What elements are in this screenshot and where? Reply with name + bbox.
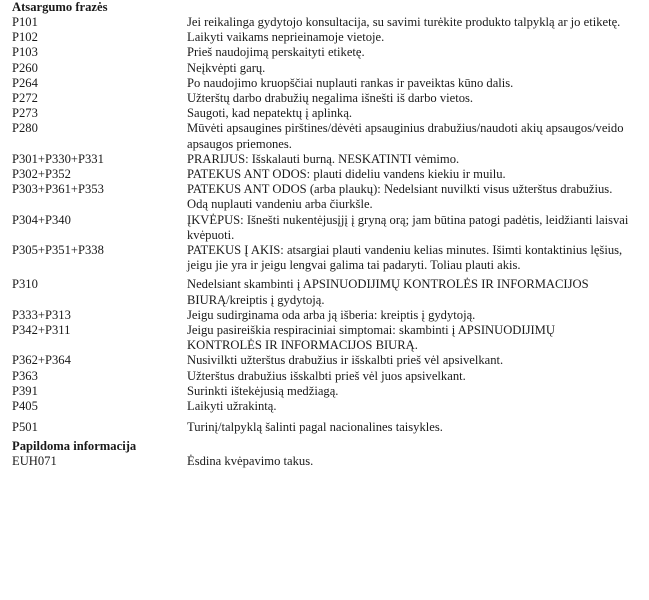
phrase-text: Jeigu pasireiškia respiraciniai simptomai: skambinti į APSINUODIJIMŲ KONTROLĖS IR INFORMACIJOS BIURĄ. <box>187 323 555 353</box>
table-row <box>12 15 642 30</box>
table-row <box>12 167 642 182</box>
table-row <box>12 399 642 414</box>
phrase-code: EUH071 <box>12 454 57 469</box>
phrase-text: Po naudojimo kruopščiai nuplauti rankas ir paveiktas kūno dalis. <box>187 75 514 90</box>
table-row <box>12 369 642 384</box>
phrase-text: Jei reikalinga gydytojo konsultacija, su savimi turėkite produkto talpyklą ar jo etiketę. <box>187 15 621 29</box>
phrase-text: Užterštų darbo drabužių negalima išnešti iš darbo vietos. <box>187 91 474 106</box>
table-row <box>12 384 642 399</box>
phrase-code: P391 <box>12 383 38 398</box>
phrase-code: P272 <box>12 91 38 106</box>
phrase-text: Laikyti vaikams neprieinamoje vietoje. <box>187 30 385 45</box>
phrase-code: P273 <box>12 106 38 121</box>
table-row <box>12 243 642 273</box>
phrase-code: P304+P340 <box>12 212 71 227</box>
table-row <box>12 420 642 435</box>
phrase-code: P501 <box>12 420 38 435</box>
phrase-code: P342+P311 <box>12 323 71 338</box>
phrase-text: Laikyti užrakintą. <box>187 399 277 414</box>
phrase-text: PATEKUS Į AKIS: atsargiai plauti vandeniu kelias minutes. Išimti kontaktinius lęšius, jeigu jie yra ir jeigu lengvai galima tai padaryti. Toliau plauti akis. <box>187 243 623 273</box>
table-row <box>12 121 642 151</box>
phrase-text: Jeigu sudirginama oda arba ją išberia: kreiptis į gydytoją. <box>187 307 476 322</box>
phrase-text: Mūvėti apsaugines pirštines/dėvėti apsauginius drabužius/naudoti akių apsaugos/veido apsaugos priemones. <box>187 121 624 151</box>
table-row <box>12 353 642 368</box>
table-row <box>12 30 642 45</box>
phrase-text: Nedelsiant skambinti į APSINUODIJIMŲ KONTROLĖS IR INFORMACIJOS BIURĄ/kreiptis į gydytoją. <box>187 277 589 307</box>
phrase-text: Prieš naudojimą perskaityti etiketę. <box>187 45 365 60</box>
phrase-text: ĮKVĖPUS: Išnešti nukentėjusįjį į gryną orą; jam būtina patogi padėtis, leidžianti laisvai kvėpuoti. <box>187 212 629 242</box>
phrase-code: P280 <box>12 121 38 136</box>
phrase-code: P363 <box>12 368 38 383</box>
phrase-code: P301+P330+P331 <box>12 151 104 166</box>
table-row <box>12 152 642 167</box>
phrase-code: P333+P313 <box>12 307 71 322</box>
phrase-code: P264 <box>12 75 38 90</box>
phrase-text: Nusivilkti užterštus drabužius ir išskalbti prieš vėl apsivelkant. <box>187 353 504 368</box>
phrase-code: P302+P352 <box>12 167 71 182</box>
phrase-code: P101 <box>12 15 38 29</box>
phrase-code: P305+P351+P338 <box>12 243 104 258</box>
table-row <box>12 91 642 106</box>
phrase-text: PATEKUS ANT ODOS (arba plaukų): Nedelsiant nuvilkti visus užterštus drabužius. Odą nuplauti vandeniu arba čiurkšle. <box>187 182 613 212</box>
phrase-code: P303+P361+P353 <box>12 182 104 197</box>
table-row <box>12 45 642 60</box>
section-title-precaution: Atsargumo frazės <box>12 0 108 14</box>
section-title-additional: Papildoma informacija <box>12 439 137 454</box>
phrase-text: Surinkti ištekėjusią medžiagą. <box>187 383 339 398</box>
table-row <box>12 323 642 353</box>
phrase-code: P310 <box>12 277 38 292</box>
phrase-text: Ėsdina kvėpavimo takus. <box>187 454 314 469</box>
table-row <box>12 308 642 323</box>
phrase-text: Neįkvėpti garų. <box>187 60 266 75</box>
phrase-text: Turinį/talpyklą šalinti pagal nacionalines taisykles. <box>187 420 443 435</box>
phrase-code: P102 <box>12 30 38 45</box>
phrase-code: P103 <box>12 45 38 60</box>
phrase-text: PATEKUS ANT ODOS: plauti dideliu vandens kiekiu ir muilu. <box>187 167 506 182</box>
phrase-code: P260 <box>12 60 38 75</box>
document-page <box>12 0 642 470</box>
table-row <box>12 182 642 212</box>
phrase-text: PRARIJUS: Išskalauti burną. NESKATINTI vėmimo. <box>187 151 460 166</box>
phrase-text: Užterštus drabužius išskalbti prieš vėl juos apsivelkant. <box>187 368 466 383</box>
table-row <box>12 61 642 76</box>
phrase-code: P405 <box>12 399 38 414</box>
table-row <box>12 277 642 307</box>
table-row <box>12 106 642 121</box>
phrase-code: P362+P364 <box>12 353 71 368</box>
table-row <box>12 454 642 469</box>
phrase-text: Saugoti, kad nepatektų į aplinką. <box>187 106 353 121</box>
table-row <box>12 213 642 243</box>
table-row <box>12 76 642 91</box>
